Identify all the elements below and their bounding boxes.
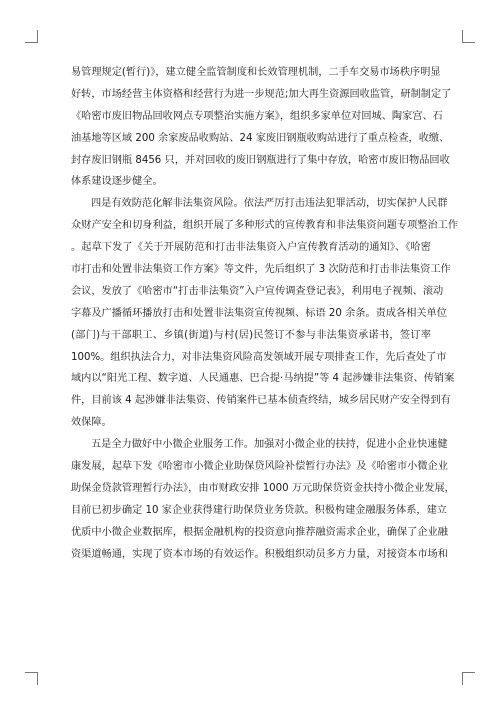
text-line: 。起草下发了《关于开展防范和打击非法集资入户宣传教育活动的通知》、《哈密 — [71, 242, 431, 254]
text-line: 会议，发放了《哈密市“打击非法集资”入户宣传调查登记表》，利用电子视频、滚动 — [71, 285, 444, 297]
text-line: 《哈密市废旧物品回收网点专项整治实施方案》，组织多家单位对回城、陶家宫、石 — [71, 110, 443, 122]
text-line: 市打击和处置非法集资工作方案》等文件，先后组织了 3 次防范和打击非法集资工作 — [71, 264, 451, 276]
text-line: 件，目前该 4 起涉嫌非法集资、传销案件已基本侦查终结，城乡居民财产安全得到有 — [71, 395, 451, 407]
text-line: 优质中小微企业数据库，根据金融机构的投资意向推荐融资需求企业，确保了企业融 — [71, 526, 448, 538]
crop-mark-top-left — [25, 30, 38, 43]
text-line: 五是全力做好中小微企业服务工作。加强对小微企业的扶持，促进小企业快速健 — [91, 439, 448, 451]
text-line: 易管理规定(暂行)》，建立健全监管制度和长效管理机制，二手车交易市场秩序明显 — [71, 67, 441, 78]
text-line: 众财产安全和切身利益，组织开展了多种形式的宣传教育和非法集资问题专项整治工作 — [71, 220, 459, 232]
text-line: 目前已初步确定 10 家企业获得建行助保贷业务贷款。积极构建金融服务体系，建立 — [71, 504, 447, 516]
document-body — [71, 62, 459, 565]
text-line: 好转，市场经营主体资格和经营行为进一步规范;加大再生资源回收监管，研制制定了 — [71, 88, 452, 100]
text-line: 四是有效防范化解非法集资风险。依法严厉打击违法犯罪活动，切实保护人民群 — [91, 198, 448, 210]
text-line: 字幕及广播循环播放打击和处置非法集资宣传视频、标语 20 余条。责成各相关单位 — [71, 307, 447, 319]
text-line: 体系建设逐步健全。 — [71, 176, 163, 188]
text-line: 资渠道畅通，实现了资本市场的有效运作。积极组织动员多方力量，对接资本市场和 — [71, 548, 448, 560]
text-line: (部门)与干部职工、乡镇(街道)与村(居)民签订不参与非法集资承诺书，签订率 — [71, 329, 431, 341]
text-line: 助保金贷款管理暂行办法》，由市财政安排 1000 万元助保贷资金扶持小微企业发展， — [71, 482, 455, 494]
text-line: 域内以“阳光工程、数字道、人民通惠、巴合提·马纳提”等 4 起涉嫌非法集资、传销案 — [71, 373, 455, 385]
text-line: 封存废旧钢瓶 8456 只，并对回收的废旧钢瓶进行了集中存放，哈密市废旧物品回收 — [71, 154, 450, 166]
crop-mark-top-right — [462, 30, 475, 43]
text-line: 100%。组织执法合力，对非法集资风险高发领域开展专项排查工作，先后查处了市 — [71, 351, 447, 363]
crop-mark-bottom-left — [25, 672, 38, 685]
text-line: 康发展，起草下发《哈密市小微企业助保贷风险补偿暂行办法》及《哈密市小微企业 — [71, 461, 448, 473]
text-line: 油基地等区域 200 余家废品收购站、24 家废旧钢瓶收购站进行了重点检查，收缴、 — [71, 132, 450, 144]
crop-mark-bottom-right — [462, 672, 475, 685]
text-line: 效保障。 — [71, 417, 112, 429]
